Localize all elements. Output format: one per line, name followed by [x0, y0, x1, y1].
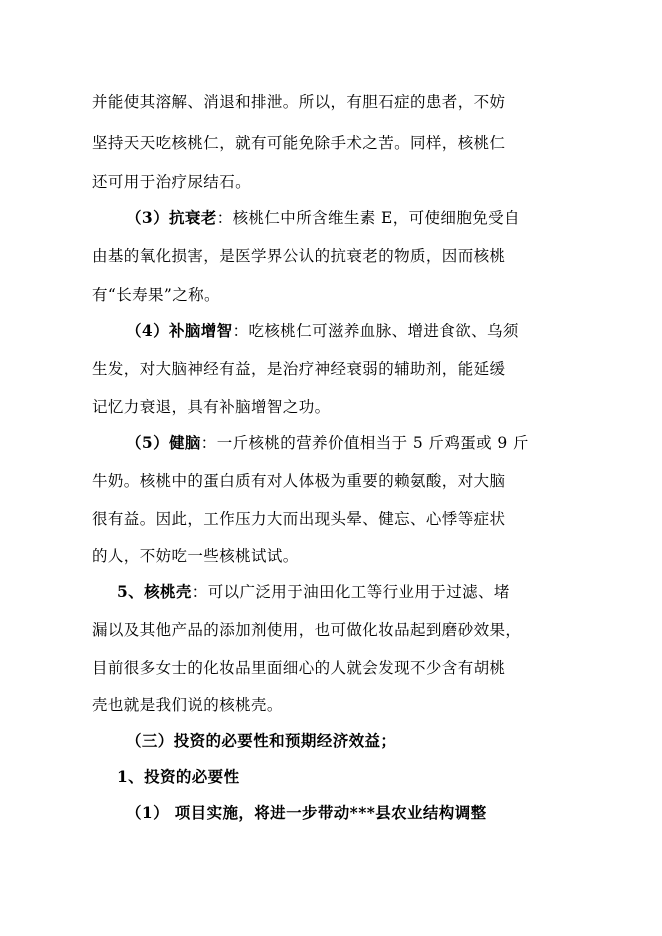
text-line: 壳也就是我们说的核桃壳。 — [92, 696, 283, 714]
paragraph-heading: （5）健脑 — [126, 433, 201, 452]
paragraph-text: ：一斤核桃的营养价值相当于 5 斤鸡蛋或 9 斤 — [200, 434, 529, 452]
text-line: 有“长寿果”之称。 — [92, 286, 220, 304]
paragraph-heading: 5、核桃壳 — [117, 582, 192, 601]
text-line: 目前很多女士的化妆品里面细心的人就会发现不少含有胡桃 — [92, 659, 506, 677]
text-line: 生发，对大脑神经有益，是治疗神经衰弱的辅助剂，能延缓 — [92, 360, 506, 378]
text-line: 记忆力衰退，具有补脑增智之功。 — [92, 398, 331, 416]
paragraph-first-line — [117, 582, 510, 602]
paragraph-heading: （3）抗衰老 — [126, 208, 217, 227]
text-line: 并能使其溶解、消退和排泄。所以，有胆石症的患者，不妨 — [92, 93, 506, 111]
paragraph-text: ：可以广泛用于油田化工等行业用于过滤、堵 — [191, 583, 510, 601]
text-line: 由基的氧化损害，是医学界公认的抗衰老的物质，因而核桃 — [92, 247, 506, 265]
paragraph-first-line — [126, 433, 529, 453]
text-line: 很有益。因此，工作压力大而出现头晕、健忘、心悸等症状 — [92, 510, 506, 528]
text-line: 坚持天天吃核桃仁，就有可能免除手术之苦。同样，核桃仁 — [92, 134, 506, 152]
text-line: 牛奶。核桃中的蛋白质有对人体极为重要的赖氨酸，对大脑 — [92, 472, 506, 490]
section-heading: （三）投资的必要性和预期经济效益； — [126, 731, 397, 750]
paragraph-first-line — [126, 321, 519, 341]
paragraph-heading: （4）补脑增智 — [126, 321, 233, 340]
subsection-heading: 1、投资的必要性 — [117, 767, 240, 786]
text-line: 的人，不妨吃一些核桃试试。 — [92, 547, 299, 565]
text-line: 还可用于治疗尿结石。 — [92, 173, 252, 191]
paragraph-first-line — [126, 208, 520, 228]
paragraph-text: ：吃核桃仁可滋养血脉、增进食欲、乌须 — [232, 322, 519, 340]
text-line: 漏以及其他产品的添加剂使用，也可做化妆品起到磨砂效果， — [92, 621, 522, 639]
item-heading: （1） 项目实施，将进一步带动***县农业结构调整 — [126, 803, 487, 822]
paragraph-text: ：核桃仁中所含维生素 E，可使细胞免受自 — [216, 209, 520, 227]
